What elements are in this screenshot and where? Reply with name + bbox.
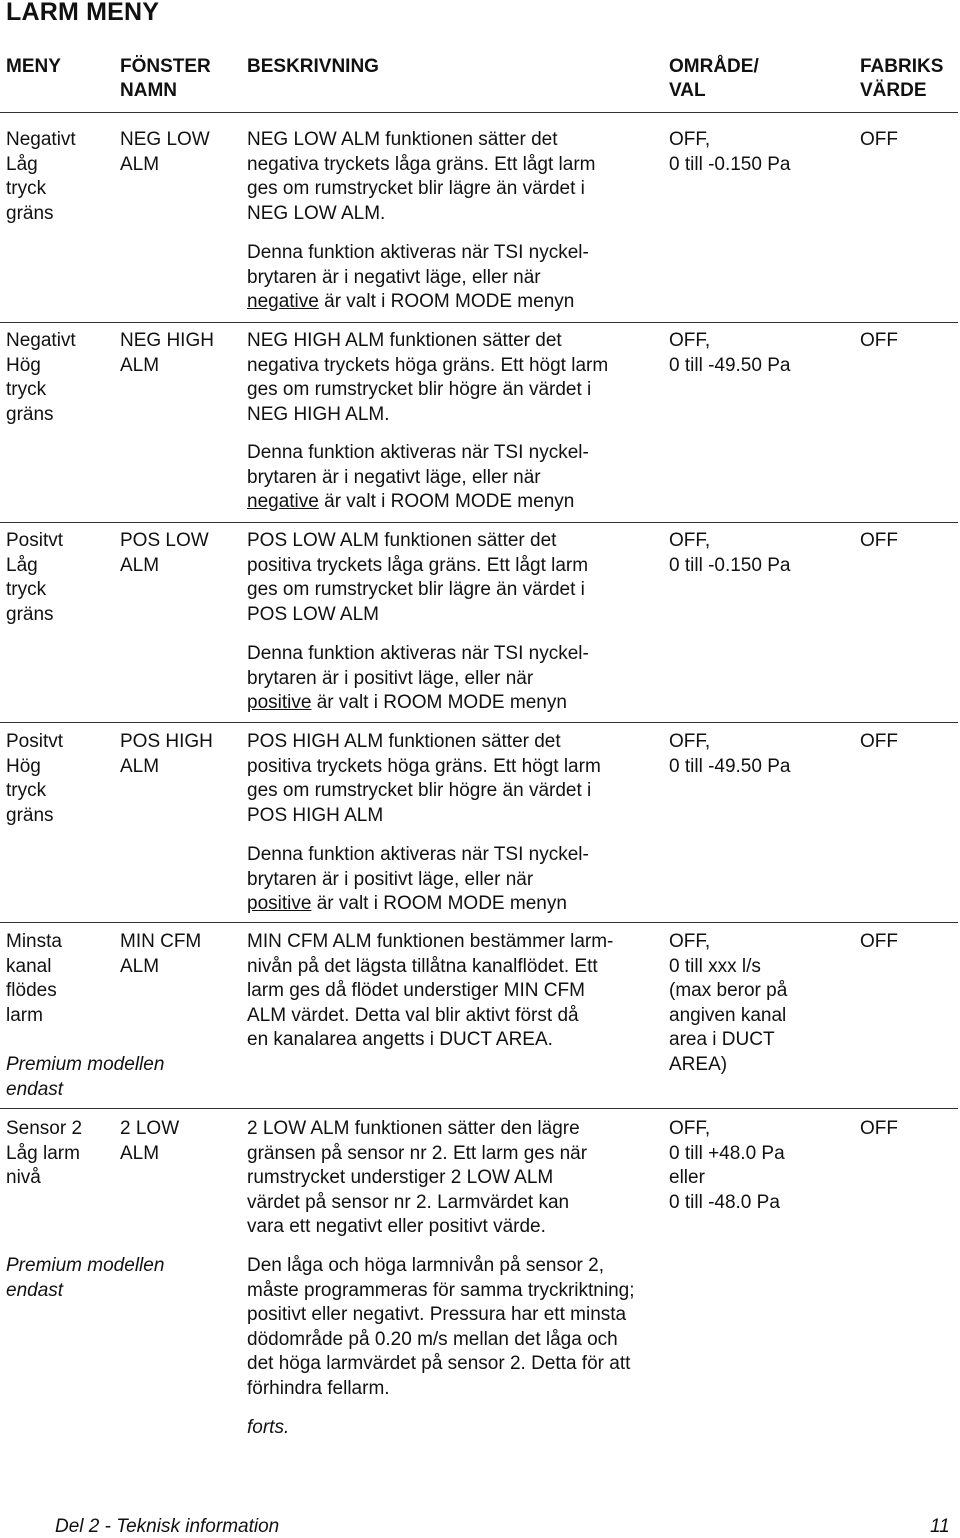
cell-line: positiva tryckets höga gräns. Ett högt larm [247, 755, 601, 777]
cell-line: dödområde på 0.20 m/s mellan det låga och [247, 1328, 618, 1350]
cell-line: förhindra fellarm. [247, 1377, 390, 1399]
cell-line: NEG LOW ALM. [247, 202, 386, 224]
cell-line: Låg [6, 153, 38, 175]
cell-line: POS HIGH ALM [247, 804, 384, 826]
cell-line: ALM [120, 1142, 160, 1164]
cell-line: värdet på sensor nr 2. Larmvärdet kan [247, 1191, 570, 1213]
cell-line: eller [669, 1167, 705, 1188]
header-beskrivning: BESKRIVNING [247, 56, 379, 77]
cell-line: OFF, [669, 931, 711, 952]
cell-line: det höga larmvärdet på sensor 2. Detta för att [247, 1353, 631, 1374]
header-fonster-line-2: NAMN [120, 80, 177, 101]
cell-line: Positvt [6, 731, 64, 752]
row-note [247, 642, 589, 716]
cell-line: ges om rumstrycket blir högre än värdet i [247, 379, 592, 400]
header-fabriks-line-2: VÄRDE [860, 80, 927, 101]
cell-line [247, 290, 589, 315]
cell-line: 0 till -49.50 Pa [669, 755, 791, 777]
row-description [247, 730, 601, 828]
table-rule [0, 522, 958, 523]
row-fonster-cell [120, 128, 210, 177]
row-fabrik-cell: OFF [860, 1118, 898, 1139]
row-omrade-cell [669, 730, 790, 779]
row-meny-cell [6, 529, 63, 627]
cell-line: 0 till -49.50 Pa [669, 354, 791, 376]
cell-line: ALM [120, 755, 160, 777]
underlined-keyword: negative [247, 491, 319, 512]
row-omrade-cell [669, 329, 790, 378]
cell-line: negativa tryckets höga gräns. Ett högt larm [247, 354, 609, 376]
cell-line: Negativt [6, 330, 76, 351]
row-fabrik-cell: OFF [860, 931, 898, 952]
row-note [247, 1254, 635, 1401]
cell-line: brytaren är i negativt läge, eller när [247, 266, 541, 288]
cell-line: gräns [6, 403, 54, 425]
cell-line: Negativt [6, 129, 76, 150]
row-description [247, 1117, 587, 1240]
header-omrade-line-2: VAL [669, 80, 706, 101]
cell-line: 0 till xxx l/s [669, 955, 761, 977]
row-fabrik-cell: OFF [860, 731, 898, 752]
cell-line: Den låga och höga larmnivån på sensor 2, [247, 1255, 605, 1276]
cell-line: nivå [6, 1167, 41, 1188]
cell-line: rumstrycket understiger 2 LOW ALM [247, 1167, 554, 1188]
cell-line: endast [6, 1279, 64, 1301]
footer-section-title: Del 2 - Teknisk information [55, 1516, 280, 1537]
row-fabrik-cell: OFF [860, 129, 898, 150]
cell-line: 0 till -48.0 Pa [669, 1191, 780, 1213]
cell-line: 0 till +48.0 Pa [669, 1142, 785, 1164]
cell-line: POS HIGH [120, 731, 213, 752]
page-number: 11 [930, 1516, 950, 1537]
cell-line: nivån på det lägsta tillåtna kanalflödet. Ett [247, 955, 598, 977]
row-description [247, 128, 596, 226]
row-fonster-cell [120, 329, 214, 378]
cell-line: vara ett negativt eller positivt värde. [247, 1216, 546, 1237]
cell-line: positivt eller negativt. Pressura har ett minsta [247, 1304, 627, 1325]
cell-line: endast [6, 1078, 64, 1100]
cell-line: NEG LOW [120, 129, 210, 150]
cell-line: POS LOW [120, 530, 209, 551]
cell-line: NEG HIGH [120, 330, 214, 351]
cell-line: POS LOW ALM [247, 603, 379, 625]
row-meny-cell [6, 329, 76, 427]
table-rule [0, 322, 958, 323]
row-meny-cell [6, 730, 63, 828]
cell-line: ALM [120, 955, 160, 977]
cell-line: 2 LOW [120, 1118, 180, 1139]
cell-line: gräns [6, 202, 54, 224]
row-fonster-cell [120, 930, 201, 979]
cell-line: ges om rumstrycket blir högre än värdet i [247, 780, 592, 801]
page-title: LARM MENY [6, 0, 160, 26]
premium-note [6, 1254, 164, 1303]
cell-line: Minsta [6, 931, 62, 952]
cell-line: Premium modellen [6, 1054, 165, 1075]
cell-line: ALM [120, 153, 160, 175]
row-omrade-cell [669, 529, 790, 578]
cell-line: gräns [6, 804, 54, 826]
header-omrade [669, 55, 759, 103]
note-rest: är valt i ROOM MODE menyn [318, 291, 575, 312]
row-meny-cell [6, 1117, 82, 1191]
cell-line: OFF, [669, 330, 711, 351]
header-meny: MENY [6, 56, 61, 77]
cell-line: tryck [6, 579, 47, 600]
cell-line [247, 892, 589, 917]
cell-line [247, 490, 589, 515]
table-rule [0, 112, 958, 113]
note-rest: är valt i ROOM MODE menyn [318, 491, 575, 512]
cell-line: Denna funktion aktiveras när TSI nyckel- [247, 242, 589, 263]
cell-line: Hög [6, 354, 41, 376]
row-description [247, 329, 608, 427]
row-fabrik-cell: OFF [860, 530, 898, 551]
continued-note: forts. [247, 1417, 290, 1438]
cell-line: Låg larm [6, 1142, 80, 1164]
cell-line: NEG HIGH ALM. [247, 403, 390, 425]
cell-line: (max beror på [669, 980, 788, 1001]
cell-line: brytaren är i positivt läge, eller när [247, 667, 534, 689]
note-rest: är valt i ROOM MODE menyn [311, 893, 567, 914]
header-omrade-line-1: OMRÅDE/ [669, 56, 759, 77]
cell-line: Hög [6, 755, 41, 777]
cell-line: 0 till -0.150 Pa [669, 554, 791, 576]
cell-line: brytaren är i negativt läge, eller när [247, 466, 541, 488]
header-fabriks-line-1: FABRIKS [860, 56, 944, 77]
cell-line: POS HIGH ALM funktionen sätter det [247, 731, 561, 752]
cell-line: angiven kanal [669, 1004, 787, 1026]
row-omrade-cell [669, 128, 790, 177]
row-description [247, 529, 588, 627]
cell-line: MIN CFM [120, 931, 202, 952]
cell-line: 0 till -0.150 Pa [669, 153, 791, 175]
cell-line: OFF, [669, 1118, 711, 1139]
row-note [247, 241, 589, 315]
row-fabrik-cell: OFF [860, 330, 898, 351]
cell-line: OFF, [669, 731, 711, 752]
cell-line: ALM [120, 354, 160, 376]
cell-line: Sensor 2 [6, 1118, 83, 1139]
cell-line: area i DUCT [669, 1029, 775, 1050]
cell-line: Premium modellen [6, 1255, 165, 1276]
cell-line: OFF, [669, 530, 711, 551]
cell-line: ALM [120, 554, 160, 576]
header-fonster-line-1: FÖNSTER [120, 56, 211, 77]
cell-line: Denna funktion aktiveras när TSI nyckel- [247, 844, 589, 865]
row-fonster-cell [120, 1117, 179, 1166]
cell-line: NEG LOW ALM funktionen sätter det [247, 129, 558, 150]
row-fonster-cell [120, 529, 209, 578]
cell-line: Denna funktion aktiveras när TSI nyckel- [247, 643, 589, 664]
cell-line: OFF, [669, 129, 711, 150]
cell-line: negativa tryckets låga gräns. Ett lågt larm [247, 153, 596, 175]
underlined-keyword: negative [247, 291, 319, 312]
header-fonster [120, 55, 211, 103]
underlined-keyword: positive [247, 893, 312, 914]
cell-line: tryck [6, 780, 47, 801]
cell-line: flödes [6, 980, 57, 1001]
underlined-keyword: positive [247, 692, 312, 713]
table-rule [0, 1108, 958, 1109]
cell-line: Positvt [6, 530, 64, 551]
cell-line [247, 691, 589, 716]
cell-line: ALM värdet. Detta val blir aktivt först då [247, 1004, 579, 1026]
cell-line: larm ges då flödet understiger MIN CFM [247, 980, 585, 1001]
header-fabriks [860, 55, 943, 103]
cell-line: larm [6, 1004, 43, 1026]
cell-line: AREA) [669, 1053, 728, 1075]
cell-line: NEG HIGH ALM funktionen sätter det [247, 330, 562, 351]
table-rule [0, 722, 958, 723]
row-note [247, 843, 589, 917]
cell-line: gräns [6, 603, 54, 625]
cell-line: måste programmeras för samma tryckriktning; [247, 1279, 635, 1301]
cell-line: Låg [6, 554, 38, 576]
cell-line: POS LOW ALM funktionen sätter det [247, 530, 557, 551]
cell-line: gränsen på sensor nr 2. Ett larm ges när [247, 1142, 588, 1164]
cell-line: ges om rumstrycket blir lägre än värdet i [247, 579, 585, 600]
row-omrade-cell [669, 1117, 785, 1215]
cell-line: tryck [6, 178, 47, 199]
cell-line: en kanalarea angetts i DUCT AREA. [247, 1029, 553, 1050]
row-omrade-cell [669, 930, 787, 1077]
premium-note [6, 1053, 164, 1102]
row-description [247, 930, 613, 1053]
cell-line: ges om rumstrycket blir lägre än värdet i [247, 178, 585, 199]
table-rule [0, 922, 958, 923]
cell-line: Denna funktion aktiveras när TSI nyckel- [247, 442, 589, 463]
row-meny-cell [6, 128, 76, 226]
cell-line: MIN CFM ALM funktionen bestämmer larm- [247, 931, 614, 952]
row-meny-cell [6, 930, 62, 1028]
row-fonster-cell [120, 730, 213, 779]
cell-line: 2 LOW ALM funktionen sätter den lägre [247, 1118, 580, 1139]
row-note [247, 441, 589, 515]
cell-line: brytaren är i positivt läge, eller när [247, 868, 534, 890]
cell-line: tryck [6, 379, 47, 400]
note-rest: är valt i ROOM MODE menyn [311, 692, 567, 713]
cell-line: kanal [6, 955, 52, 977]
cell-line: positiva tryckets låga gräns. Ett lågt larm [247, 554, 589, 576]
